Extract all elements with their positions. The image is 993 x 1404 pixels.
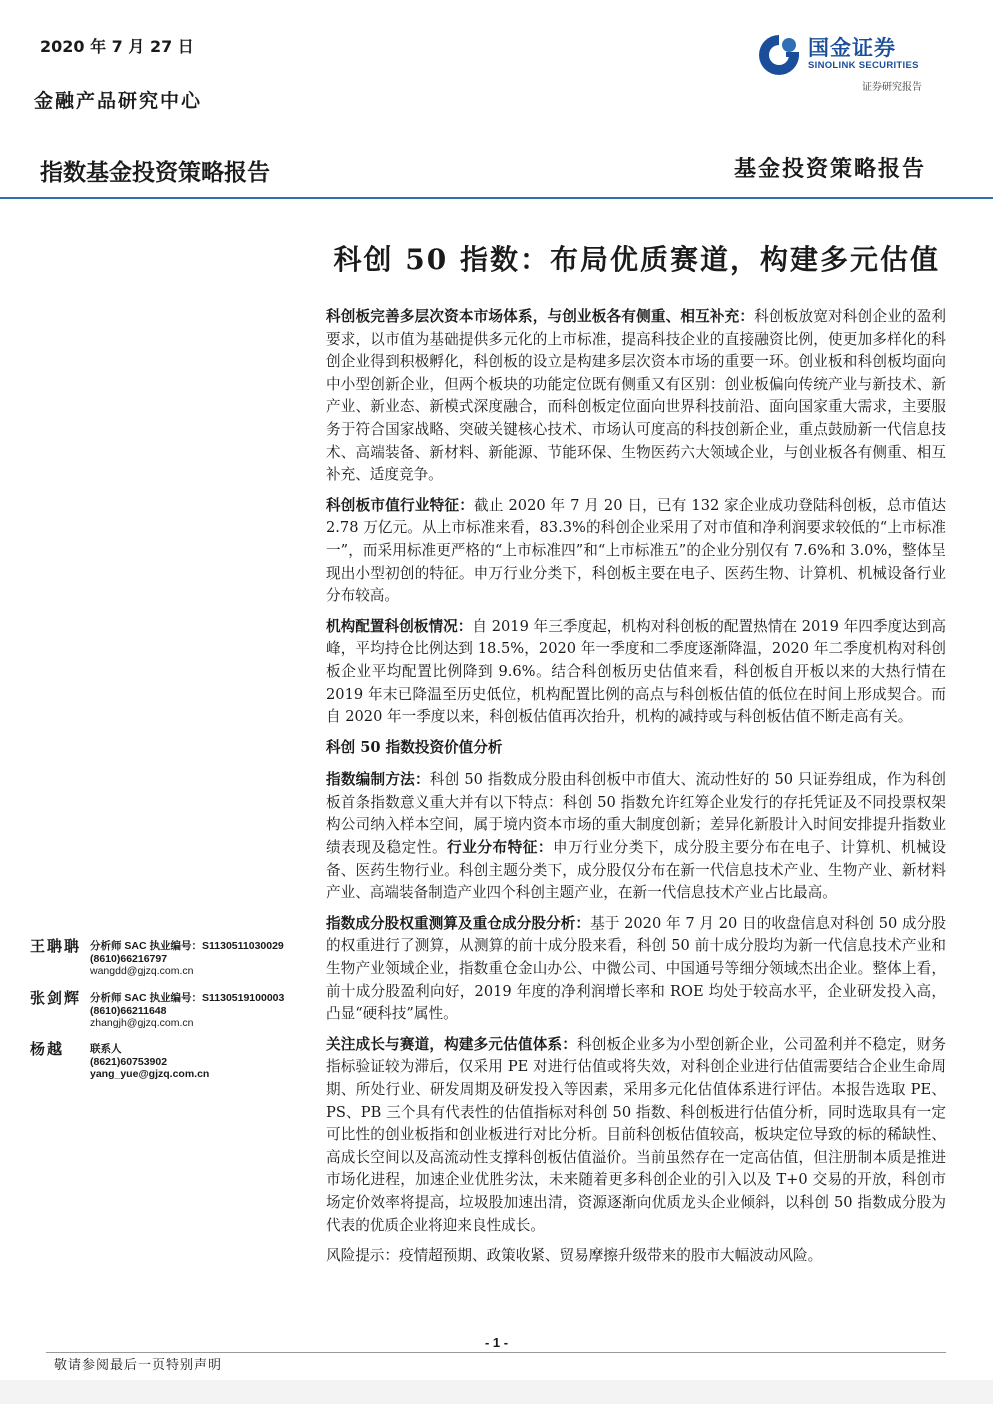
research-center-name: 金融产品研究中心 [34,90,203,112]
analyst-info [90,1043,209,1081]
paragraph-lead: 指数编制方法： [326,771,430,789]
paragraph-text: 基于 2020 年 7 月 20 日的收盘信息对科创 50 成分股的权重进行了测算，从测算的前十成分股来看，科创 50 前十成分股均为新一代信息技术产业和生物产业领域企业，指数重仓金山办公、中微公司、中国通号等细分领域杰出企业。整体上看，前十成分股盈利向好，2019 年度的净利润增长率和 ROE 均处于较高水平，企业研发投入高，凸显“硬科技”属性。 [326,914,946,1023]
risk-warning: 风险提示：疫情超预期、政策收紧、贸易摩擦升级带来的股市大幅波动风险。 [326,1247,823,1265]
analyst-phone: (8610)66216797 [90,952,168,965]
analyst-phone: (8610)66211648 [90,1004,167,1017]
paragraph-institutional [326,616,946,729]
report-type-left: 指数基金投资策略报告 [40,160,270,186]
page-number: - 1 - [484,1335,509,1350]
footer-divider [46,1352,946,1353]
paragraph-lead: 行业分布特征： [447,839,554,857]
analyst-phone: (8621)60753902 [90,1055,168,1068]
section-subheading: 科创 50 指数投资价值分析 [326,738,503,756]
report-subtag: 证券研究报告 [862,82,922,93]
paragraph-text: 科创板企业多为小型创新企业，公司盈利并不稳定，财务指标验证较为滞后，仅采用 PE 对进行估值或将失效，对科创企业进行估值需要结合企业生命周期、所处行业、研发周期及研发投入等因素，采用多元化估值体系进行评估。本报告选取 PE、PS、PB 三个具有代表性的估值指标对科创 50 指数、科创板进行估值分析，同时选取具有一定可比性的创业板指和创业板进行对比分析。目前科创板估值较高，板块定位导致的标的稀缺性、高成长空间以及高流动性支撑科创板估值溢价。当前虽然存在一定高估值，但注册制本质是推进市场化进程，加速企业优胜劣汰，未来随着更多科创企业的引入以及 T+0 交易的开放，科创市场定价效率将提高，垃圾股加速出清，资源逐渐向优质龙头企业倾斜，以科创 50 指数成分股为代表的优质企业将迎来良性成长。 [326,1035,946,1234]
paragraph-text: 申万行业分类下，成分股主要分布在电子、计算机、机械设备、医药生物行业。科创主题分类下，成分股仅分布在新一代信息技术产业、生物产业、新材料产业、高端装备制造产业四个科创主题产业，在新一代信息技术产业占比最高。 [326,839,946,902]
analyst-license: 分析师 SAC 执业编号：S1130511030029 [90,940,284,952]
analyst-info [90,992,284,1030]
paragraph-market-cap [326,495,946,608]
footer-disclaimer: 敬请参阅最后一页特别声明 [54,1358,223,1373]
paragraph-lead: 科创板完善多层次资本市场体系，与创业板各有侧重、相互补充： [326,308,755,325]
report-date: 2020 年 7 月 27 日 [40,37,194,56]
paragraph-text: 截止 2020 年 7 月 20 日，已有 132 家企业成功登陆科创板，总市值达 2.78 万亿元。从上市标准来看，83.3%的科创企业采用了对市值和净利润要求较低的“上市标准一”，而采用标准更严格的“上市标准四”和“上市标准五”的企业分别仅有 7.6%和 3.0%，整体呈现出小型初创的特征。申万行业分类下，科创板主要在电子、医药生物、计算机、机械设备行业分布较高。 [326,496,946,605]
analyst-name: 王聃聃 [30,937,82,955]
paragraph-lead: 机构配置科创板情况： [326,617,473,635]
logo-chinese-name: 国金证券 [808,36,896,60]
sinolink-logo-icon [756,32,802,78]
logo-english-name: SINOLINK SECURITIES [808,60,919,71]
header-divider [0,197,993,199]
paragraph-weights [326,913,946,1026]
paragraph-lead: 关注成长与赛道，构建多元估值体系： [326,1035,578,1053]
analyst-email: wangdd@gjzq.com.cn [90,965,194,977]
paragraph-market-system [326,306,946,487]
paragraph-lead: 指数成分股权重测算及重仓成分股分析： [326,914,591,932]
report-body [326,306,946,1276]
paragraph-text: 科创板放宽对科创企业的盈利要求，以市值为基础提供多元化的上市标准，提高科技企业的直接融资比例，使更加多样化的科创企业得到积极孵化，科创板的设立是构建多层次资本市场的重要一环。创业板和科创板均面向中小型创新企业，但两个板块的功能定位既有侧重又有区别：创业板偏向传统产业与新技术、新产业、新业态、新模式深度融合，而科创板定位面向世界科技前沿、面向国家重大需求，主要服务于符合国家战略、突破关键核心技术、市场认可度高的科技创新企业，重点鼓励新一代信息技术、高端装备、新材料、新能源、节能环保、生物医药六大领域企业，与创业板各有侧重、相互补充、适度竞争。 [326,308,946,484]
analyst-email: zhangjh@gjzq.com.cn [90,1017,194,1029]
paragraph-methodology [326,769,946,905]
contact-label: 联系人 [90,1043,122,1055]
analyst-name: 杨越 [30,1040,65,1058]
paragraph-text: 自 2019 年三季度起，机构对科创板的配置热情在 2019 年四季度达到高峰，平均持仓比例达到 18.5%，2020 年一季度和二季度逐渐降温，2020 年二季度机构对科创板企业平均配置比例降到 9.6%。结合科创板历史估值来看，科创板自开板以来的大热行情在 2019 年末已降温至历史低位，机构配置比例的高点与科创板估值的低位在时间上形成契合。而自 2020 年一季度以来，科创板估值再次抬升，机构的减持或与科创板估值不断走高有关。 [326,617,946,726]
analyst-email: yang_yue@gjzq.com.cn [90,1068,210,1080]
company-logo [756,30,946,78]
analyst-license: 分析师 SAC 执业编号：S1130519100003 [90,992,285,1004]
paragraph-text: 科创 50 指数成分股由科创板中市值大、流动性好的 50 只证券组成，作为科创板首条指数意义重大并有以下特点：科创 50 指数允许红筹企业发行的存托凭证及不同投票权架构公司纳入样本空间，属于境内资本市场的重大制度创新；差异化新股计入时间安排提升指数业绩表现及稳定性。 [326,771,946,857]
analyst-info [90,940,284,978]
page-title: 科创 50 指数：布局优质赛道，构建多元估值 [333,243,940,276]
page-bottom-band [0,1380,993,1404]
paragraph-lead: 科创板市值行业特征： [326,496,475,514]
report-type-right: 基金投资策略报告 [734,156,927,182]
paragraph-valuation [326,1034,946,1237]
analyst-name: 张剑辉 [30,989,82,1007]
